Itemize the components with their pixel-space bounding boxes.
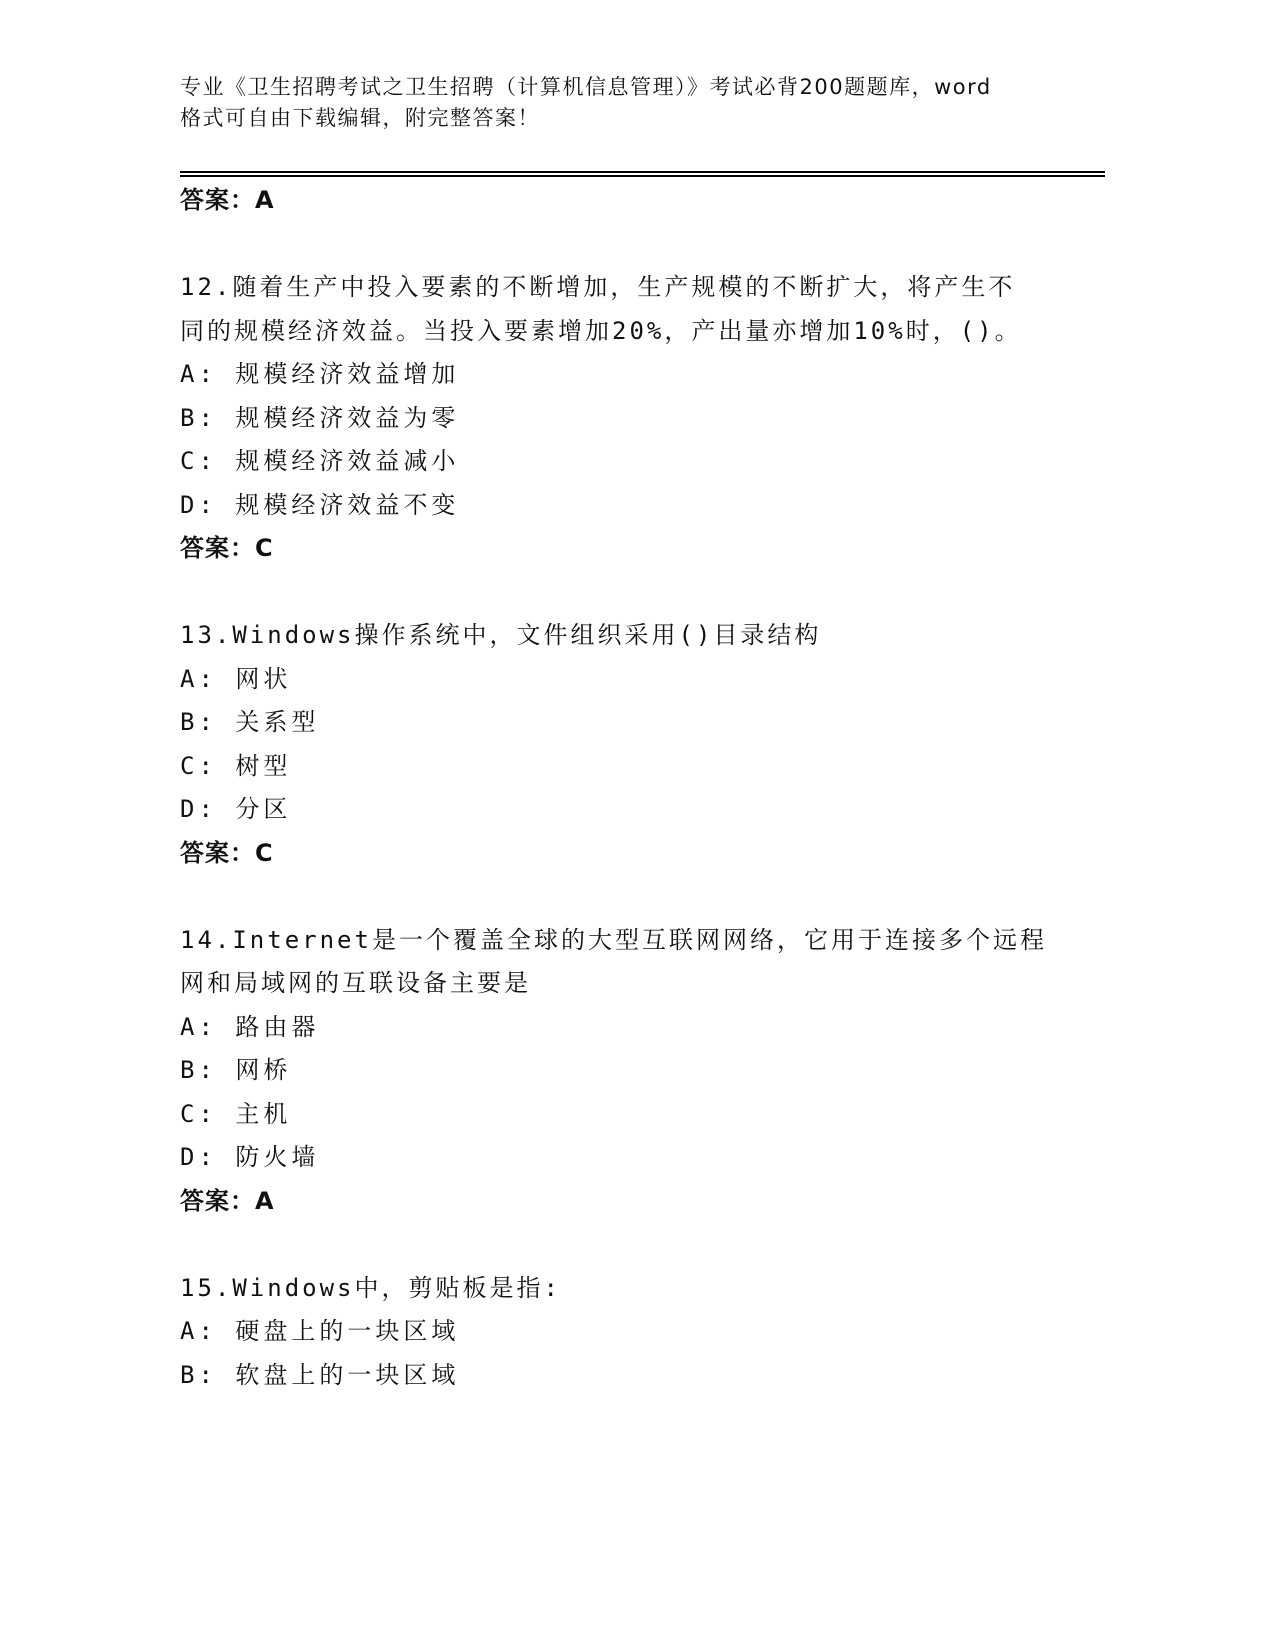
answer-line: 答案：C (180, 534, 274, 562)
option-a: A: 硬盘上的一块区域 (180, 1317, 460, 1345)
option-a: A: 路由器 (180, 1012, 320, 1041)
option-c: C: 树型 (180, 751, 292, 780)
option-d: D: 分区 (180, 795, 292, 823)
document-header (180, 72, 1060, 134)
question-13-line-1: 13.Windows操作系统中，文件组织采用()目录结构 (180, 621, 822, 649)
header-line-1: 专业《卫生招聘考试之卫生招聘（计算机信息管理）》考试必背200题题库，word (180, 75, 992, 99)
header-divider-top (180, 171, 1105, 173)
answer-line: 答案：A (180, 1186, 275, 1215)
option-c: C: 主机 (180, 1099, 292, 1128)
option-d: D: 规模经济效益不变 (180, 490, 460, 519)
option-b: B: 关系型 (180, 708, 320, 736)
question-list (180, 179, 1060, 1397)
question-12-line-2: 同的规模经济效益。当投入要素增加20%，产出量亦增加10%时，()。 (180, 316, 1022, 345)
header-divider-bottom (180, 175, 1105, 177)
header-line-2: 格式可自由下载编辑，附完整答案！ (180, 106, 540, 130)
option-d: D: 防火墙 (180, 1143, 320, 1171)
option-c: C: 规模经济效益减小 (180, 447, 460, 475)
option-b: B: 软盘上的一块区域 (180, 1360, 460, 1389)
option-a: A: 规模经济效益增加 (180, 360, 460, 388)
question-14-line-1: 14.Internet是一个覆盖全球的大型互联网网络，它用于连接多个远程 (180, 925, 1047, 954)
question-14-line-2: 网和局域网的互联设备主要是 (180, 969, 531, 997)
answer-line: 答案：A (180, 186, 275, 214)
question-12-line-1: 12.随着生产中投入要素的不断增加，生产规模的不断扩大，将产生不 (180, 273, 1016, 301)
option-a: A: 网状 (180, 664, 292, 693)
option-b: B: 网桥 (180, 1056, 292, 1084)
question-15-line-1: 15.Windows中，剪贴板是指: (180, 1273, 561, 1302)
option-b: B: 规模经济效益为零 (180, 403, 460, 432)
answer-line: 答案：C (180, 838, 274, 867)
